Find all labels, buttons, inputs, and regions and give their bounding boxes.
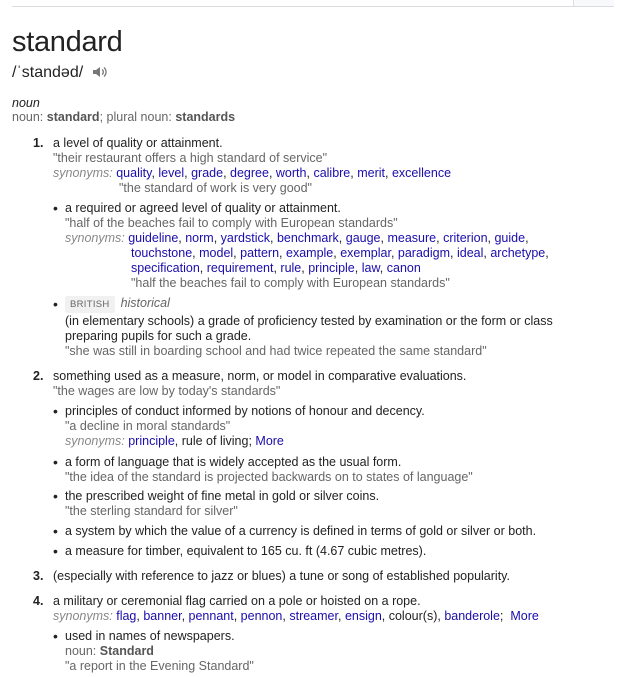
speaker-icon[interactable] — [92, 65, 108, 84]
synonym-link[interactable]: benchmark — [276, 231, 339, 245]
synonym-link[interactable]: worth — [275, 166, 307, 180]
synonyms-row: synonyms: quality, level, grade, degree, worth, calibre, merit, excellence — [53, 166, 452, 180]
synonym-link[interactable]: principle — [128, 434, 175, 448]
synonyms-row: synonyms: guideline, norm, yardstick, benchmark, gauge, measure, criterion, guide, — [65, 231, 529, 245]
synonym-link[interactable]: banner — [143, 609, 182, 623]
synonym-link[interactable]: canon — [386, 261, 421, 275]
search-button-edge[interactable] — [573, 0, 614, 7]
example: "their restaurant offers a high standard of service" — [53, 151, 328, 165]
phonetic-text: /ˈstandəd/ — [12, 64, 84, 81]
inflection-form: Standard — [99, 644, 154, 658]
synonym-link[interactable]: guide — [494, 231, 526, 245]
sense-number: 3. — [33, 569, 44, 583]
bullet: • — [53, 454, 58, 470]
search-bar-edge[interactable] — [12, 0, 612, 7]
definition: a military or ceremonial flag carried on a pole or hoisted on a rope. — [53, 594, 421, 608]
region-badge: BRITISH — [65, 296, 115, 313]
subsense-inflection — [65, 644, 154, 659]
subsense-definition: the prescribed weight of fine metal in gold or silver coins. — [65, 489, 380, 503]
definition: something used as a measure, norm, or model in comparative evaluations. — [53, 369, 467, 383]
subsense-example: "a decline in moral standards" — [65, 419, 231, 433]
synonym-link[interactable]: norm — [185, 231, 214, 245]
synonym-link[interactable]: level — [158, 166, 185, 180]
plural-form: standards — [175, 110, 236, 124]
subsense-example: "half of the beaches fail to comply with European standards" — [65, 216, 398, 230]
synonym-link[interactable]: excellence — [391, 166, 452, 180]
synonym-plain: colour(s) — [388, 609, 438, 623]
subsense-example: "the sterling standard for silver" — [65, 504, 238, 518]
synonyms-row-cont: touchstone, model, pattern, example, exemplar, paradigm, ideal, archetype, — [131, 246, 549, 260]
synonym-link[interactable]: requirement — [206, 261, 274, 275]
more-synonyms-link[interactable]: More — [255, 434, 284, 448]
synonym-link[interactable]: ensign — [344, 609, 382, 623]
synonym-link[interactable]: principle — [308, 261, 355, 275]
subsense-definition: principles of conduct informed by notions of honour and decency. — [65, 404, 425, 418]
synonym-link[interactable]: calibre — [313, 166, 351, 180]
synonym-link[interactable]: banderole — [444, 609, 500, 623]
register-row — [65, 296, 170, 313]
synonym-link[interactable]: exemplar — [340, 246, 391, 260]
sense-number: 4. — [33, 594, 44, 608]
subsense-example: "a report in the Evening Standard" — [65, 659, 254, 673]
synonym-link[interactable]: ideal — [456, 246, 484, 260]
definition: (especially with reference to jazz or blues) a tune or song of established popularity. — [53, 569, 510, 583]
example: "the wages are low by today's standards" — [53, 384, 281, 398]
synonym-example: "half the beaches fail to comply with European standards" — [131, 276, 450, 290]
bullet: • — [53, 403, 58, 419]
pronunciation — [12, 64, 108, 84]
synonym-link[interactable]: touchstone — [131, 246, 193, 260]
inflection-label: noun: — [12, 110, 44, 124]
synonym-link[interactable]: quality — [116, 166, 152, 180]
part-of-speech: noun — [12, 96, 40, 110]
plural-label: ; plural noun: — [99, 110, 172, 124]
synonym-link[interactable]: yardstick — [220, 231, 270, 245]
synonyms-row: synonyms: flag, banner, pennant, pennon, streamer, ensign, colour(s), banderole; More — [53, 609, 539, 623]
synonym-link[interactable]: paradigm — [397, 246, 451, 260]
synonym-link[interactable]: criterion — [443, 231, 488, 245]
subsense-definition: used in names of newspapers. — [65, 629, 235, 643]
subsense-definition: a measure for timber, equivalent to 165 cu. ft (4.67 cubic metres). — [65, 544, 427, 558]
definition: a level of quality or attainment. — [53, 136, 223, 150]
synonyms-label: synonyms: — [65, 434, 125, 448]
synonyms-label: synonyms: — [65, 231, 125, 245]
synonym-link[interactable]: rule — [280, 261, 302, 275]
sense-number: 2. — [33, 369, 44, 383]
synonym-link[interactable]: specification — [131, 261, 200, 275]
synonym-link[interactable]: guideline — [128, 231, 179, 245]
bullet: • — [53, 543, 58, 559]
synonym-link[interactable]: pennant — [188, 609, 234, 623]
headword: standard — [12, 26, 123, 58]
register-label: historical — [120, 296, 170, 310]
synonym-link[interactable]: streamer — [289, 609, 338, 623]
synonym-link[interactable]: degree — [230, 166, 269, 180]
bullet: • — [53, 488, 58, 504]
synonym-link[interactable]: law — [361, 261, 380, 275]
bullet: • — [53, 200, 58, 216]
synonym-link[interactable]: gauge — [345, 231, 381, 245]
synonym-link[interactable]: flag — [116, 609, 137, 623]
subsense-definition: a form of language that is widely accepted as the usual form. — [65, 455, 402, 469]
synonym-link[interactable]: example — [286, 246, 334, 260]
subsense-definition-cont: preparing pupils for such a grade. — [65, 329, 252, 343]
subsense-example: "she was still in boarding school and had twice repeated the same standard" — [65, 344, 487, 358]
synonym-link[interactable]: grade — [191, 166, 224, 180]
synonym-plain: , rule of living; — [174, 434, 252, 448]
singular-form: standard — [46, 110, 100, 124]
inflection-label: noun: — [65, 644, 97, 658]
bullet: • — [53, 523, 58, 539]
synonym-link[interactable]: model — [199, 246, 234, 260]
synonym-link[interactable]: merit — [357, 166, 385, 180]
synonym-link[interactable]: archetype — [490, 246, 546, 260]
synonym-example: "the standard of work is very good" — [119, 181, 312, 195]
synonym-link[interactable]: pattern — [240, 246, 280, 260]
subsense-example: "the idea of the standard is projected backwards on to states of language" — [65, 470, 473, 484]
synonyms-row-cont: specification, requirement, rule, principle, law, canon — [131, 261, 421, 275]
bullet: • — [53, 628, 58, 644]
inflections — [12, 110, 235, 124]
subsense-definition: a system by which the value of a currency is defined in terms of gold or silver or both. — [65, 524, 537, 538]
synonym-link[interactable]: pennon — [240, 609, 283, 623]
synonym-link[interactable]: measure — [387, 231, 437, 245]
synonyms-row — [65, 434, 284, 449]
sense-number: 1. — [33, 136, 44, 150]
subsense-definition: a required or agreed level of quality or attainment. — [65, 201, 341, 215]
synonyms-label: synonyms: — [53, 609, 113, 623]
subsense-definition: (in elementary schools) a grade of proficiency tested by examination or the form or class — [65, 314, 553, 328]
bullet: • — [53, 296, 58, 312]
more-synonyms-link[interactable]: More — [510, 609, 539, 623]
synonyms-label: synonyms: — [53, 166, 113, 180]
